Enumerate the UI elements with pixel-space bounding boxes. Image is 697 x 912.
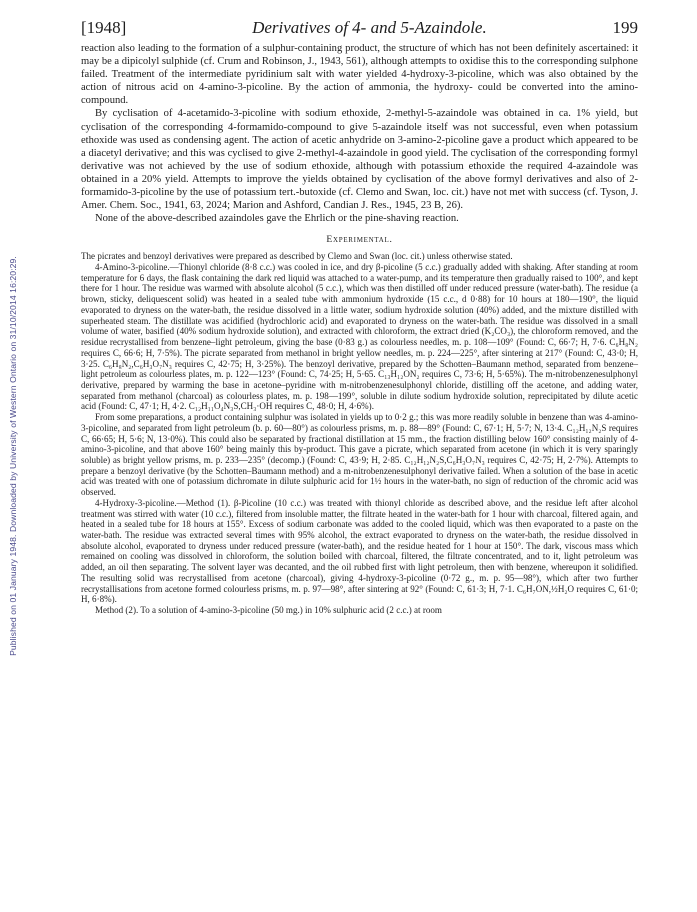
provenance-sidebar [0,0,26,912]
body-paragraph: None of the above-described azaindoles gave the Ehrlich or the pine-shaving reaction. [95,213,459,225]
experimental-paragraph: 4-Hydroxy-3-picoline.—Method (1). β-Picoline (10 c.c.) was treated with thionyl chloride as described above, and the residue left after alcohol treatment was stirred with water (10 c.c.), filtered from insoluble matter, the filtrate heated in the water-bath for 1 hour with charcoal, filtered again, and heated in a sealed tube for 18 hours at 155°. Excess of sodium carbonate was added to the cooled liquid, which was then evaporated to a paste on the water-bath. The residue was extracted several times with 95% alcohol, the extract evaporated to dryness on the water-bath, the residue dissolved in absolute alcohol, evaporated to dryness under reduced pressure (water-bath), and the residue heated for 1 hour at 150°. The dark, viscous mass which remained on cooling was dissolved in chloroform, the solution boiled with charcoal, filtered, the filtrate concentrated, and to it, light petroleum was added, an oil then separating. The solvent layer was decanted, and the oil rubbed first with light petroleum, then with benzene, whereupon it solidified. The resulting solid was recrystallised from acetone (charcoal), giving 4-hydroxy-3-picoline (0·72 g., m. p. 95—98°), which after two further recrystallisations from acetone formed colourless prisms, m. p. 97—98°, after sintering at 92° (Found: C, 61·3; H, 7·1. C₆H₇ON,½H₂O requires C, 61·0; H, 6·8%). [81,497,638,605]
header-year: [1948] [81,18,127,37]
discussion-section [81,42,638,225]
experimental-paragraph: Method (2). To a solution of 4-amino-3-picoline (50 mg.) in 10% sulphuric acid (2 c.c.) at room [95,605,442,616]
running-head [81,18,638,38]
experimental-paragraph: 4-Amino-3-picoline.—Thionyl chloride (8·8 c.c.) was cooled in ice, and dry β-picoline (5 c.c.) gradually added with shaking. After standing at room temperature for 6 days, the flask containing the dark red liquid was attached to a water-pump, and its temperature then gradually raised to 100°, and kept there for 1 hour. The residue was warmed with absolute alcohol (5 c.c.), which was then distilled off under reduced pressure (water-bath). The residue (a brown, sticky, deliquescent solid) was heated in a sealed tube with ammonium hydroxide (15 c.c., d 0·88) for 10 hours at 180—190°, the liquid evaporated to dryness on the water-bath, the residue dissolved in a little water, sodium hydroxide solution (40%) added, and the mixture distilled with superheated steam. The distillate was acidified (hydrochloric acid) and evaporated to dryness on the water-bath. The residue was dissolved in a small volume of water, basified (40% sodium hydroxide solution), and extracted with chloroform, the extract dried (K₂CO₃), the chloroform removed, and the residue recrystallised from benzene–light petroleum, giving the base (0·83 g.) as colourless needles, m. p. 108—109° (Found: C, 66·7; H, 7·6. C₆H₈N₂ requires C, 66·6; H, 7·5%). The picrate separated from methanol in bright yellow needles, m. p. 224—225°, after sintering at 217° (Found: C, 43·0; H, 3·25. C₆H₈N₂,C₆H₃O₇N₃ requires C, 42·75; H, 3·25%). The benzoyl derivative, prepared by the Schotten–Baumann method, separated from benzene–light petroleum as colourless plates, m. p. 122—123° (Found: C, 74·25; H, 5·65. C₁₃H₁₂ON₂ requires C, 73·6; H, 5·65%). The m-nitrobenzenesulphonyl derivative, prepared by warming the base in acetone–pyridine with m-nitrobenzenesulphonyl chloride, distilling off the acetone, and adding water, separated from methanol (charcoal) as colourless plates, m. p. 198—199°, soluble in dilute sodium hydroxide solution, reprecipitated by dilute acetic acid (Found: C, 47·1; H, 4·2. C₁₂H₁₁O₄N₃S,CH₃·OH requires C, 48·0; H, 4·6%). [81,262,638,412]
experimental-heading: Experimental. [326,234,393,246]
body-paragraph: By cyclisation of 4-acetamido-3-picoline with sodium ethoxide, 2-methyl-5-azaindole was obtained in ca. 1% yield, but cyclisation of the corresponding 4-formamido-compound to give 5-azaindole itself was not successful, even when potassium ethoxide was used as condensing agent. The action of acetic anhydride on 3-amino-2-picoline gave a product which appeared to be a diacetyl derivative; and this was cyclised to give 2-methyl-4-azaindole in good yield. The cyclisation of the corresponding formyl derivative was not achieved by the use of sodium ethoxide, although with potassium ethoxide the required 4-azaindole was obtained in a 20% yield. Attempts to improve the yields obtained by cyclisation of the above formyl derivatives and also of 2-formamido-3-picoline by the use of potassium tert.-butoxide (cf. Clemo and Swan, loc. cit.) have not met with success (cf. Tyson, J. Amer. Chem. Soc., 1941, 63, 2024; Marion and Ashford, Candian J. Res., 1945, 23 B, 26). [81,108,638,212]
header-title: Derivatives of 4- and 5-Azaindole. [252,18,487,37]
journal-page [81,18,638,616]
page-number: 199 [612,18,638,37]
experimental-paragraph: The picrates and benzoyl derivatives were prepared as described by Clemo and Swan (loc. cit.) unless otherwise stated. [81,251,513,262]
experimental-section [81,251,638,615]
provenance-text: Published on 01 January 1948. Downloaded by University of Western Ontario on 31/10/2014 16:20:29. [8,256,18,656]
body-paragraph: reaction also leading to the formation of a sulphur-containing product, the structure of which has not been definitely ascertained: it may be a dipicolyl sulphide (cf. Crum and Robinson, J., 1943, 561), although attempts to oxidise this to the corresponding sulphone failed. Treatment of the intermediate pyridinium salt with water yielded 4-hydroxy-3-picoline, which was also obtained by the action of nitrous acid on 4-amino-3-picoline. By the action of ammonia, the hydroxy- could be converted into the amino-compound. [81,43,638,107]
experimental-paragraph: From some preparations, a product containing sulphur was isolated in yields up to 0·2 g.; this was more readily soluble in benzene than was 4-amino-3-picoline, and separated from light petroleum (b. p. 60—80°) as colourless prisms, m. p. 88—89° (Found: C, 67·1; H, 5·7; N, 13·4. C₁₂H₁₂N₂S requires C, 66·65; H, 5·6; N, 13·0%). This could also be separated by fractional distillation at 15 mm., the fraction distilling below 160° consisting mainly of 4-amino-3-picoline, and that above 160° being mainly this by-product. This gave a picrate, which separated from acetone (in which it is very sparingly soluble) as bright yellow prisms, m. p. 233—235° (decomp.) (Found: C, 43·9; H, 2·85. C₁₂H₁₂N₂S,C₆H₃O₇N₃ requires C, 42·75; H, 2·7%). Attempts to prepare a benzoyl derivative (by the Schotten–Baumann method) and a m-nitrobenzenesulphonyl derivative failed. When a solution of the base in acetic acid was treated with one of potassium dichromate in dilute sulphuric acid for 1½ hours in the water-bath, no sign of reduction of the chromic acid was observed. [81,412,638,498]
